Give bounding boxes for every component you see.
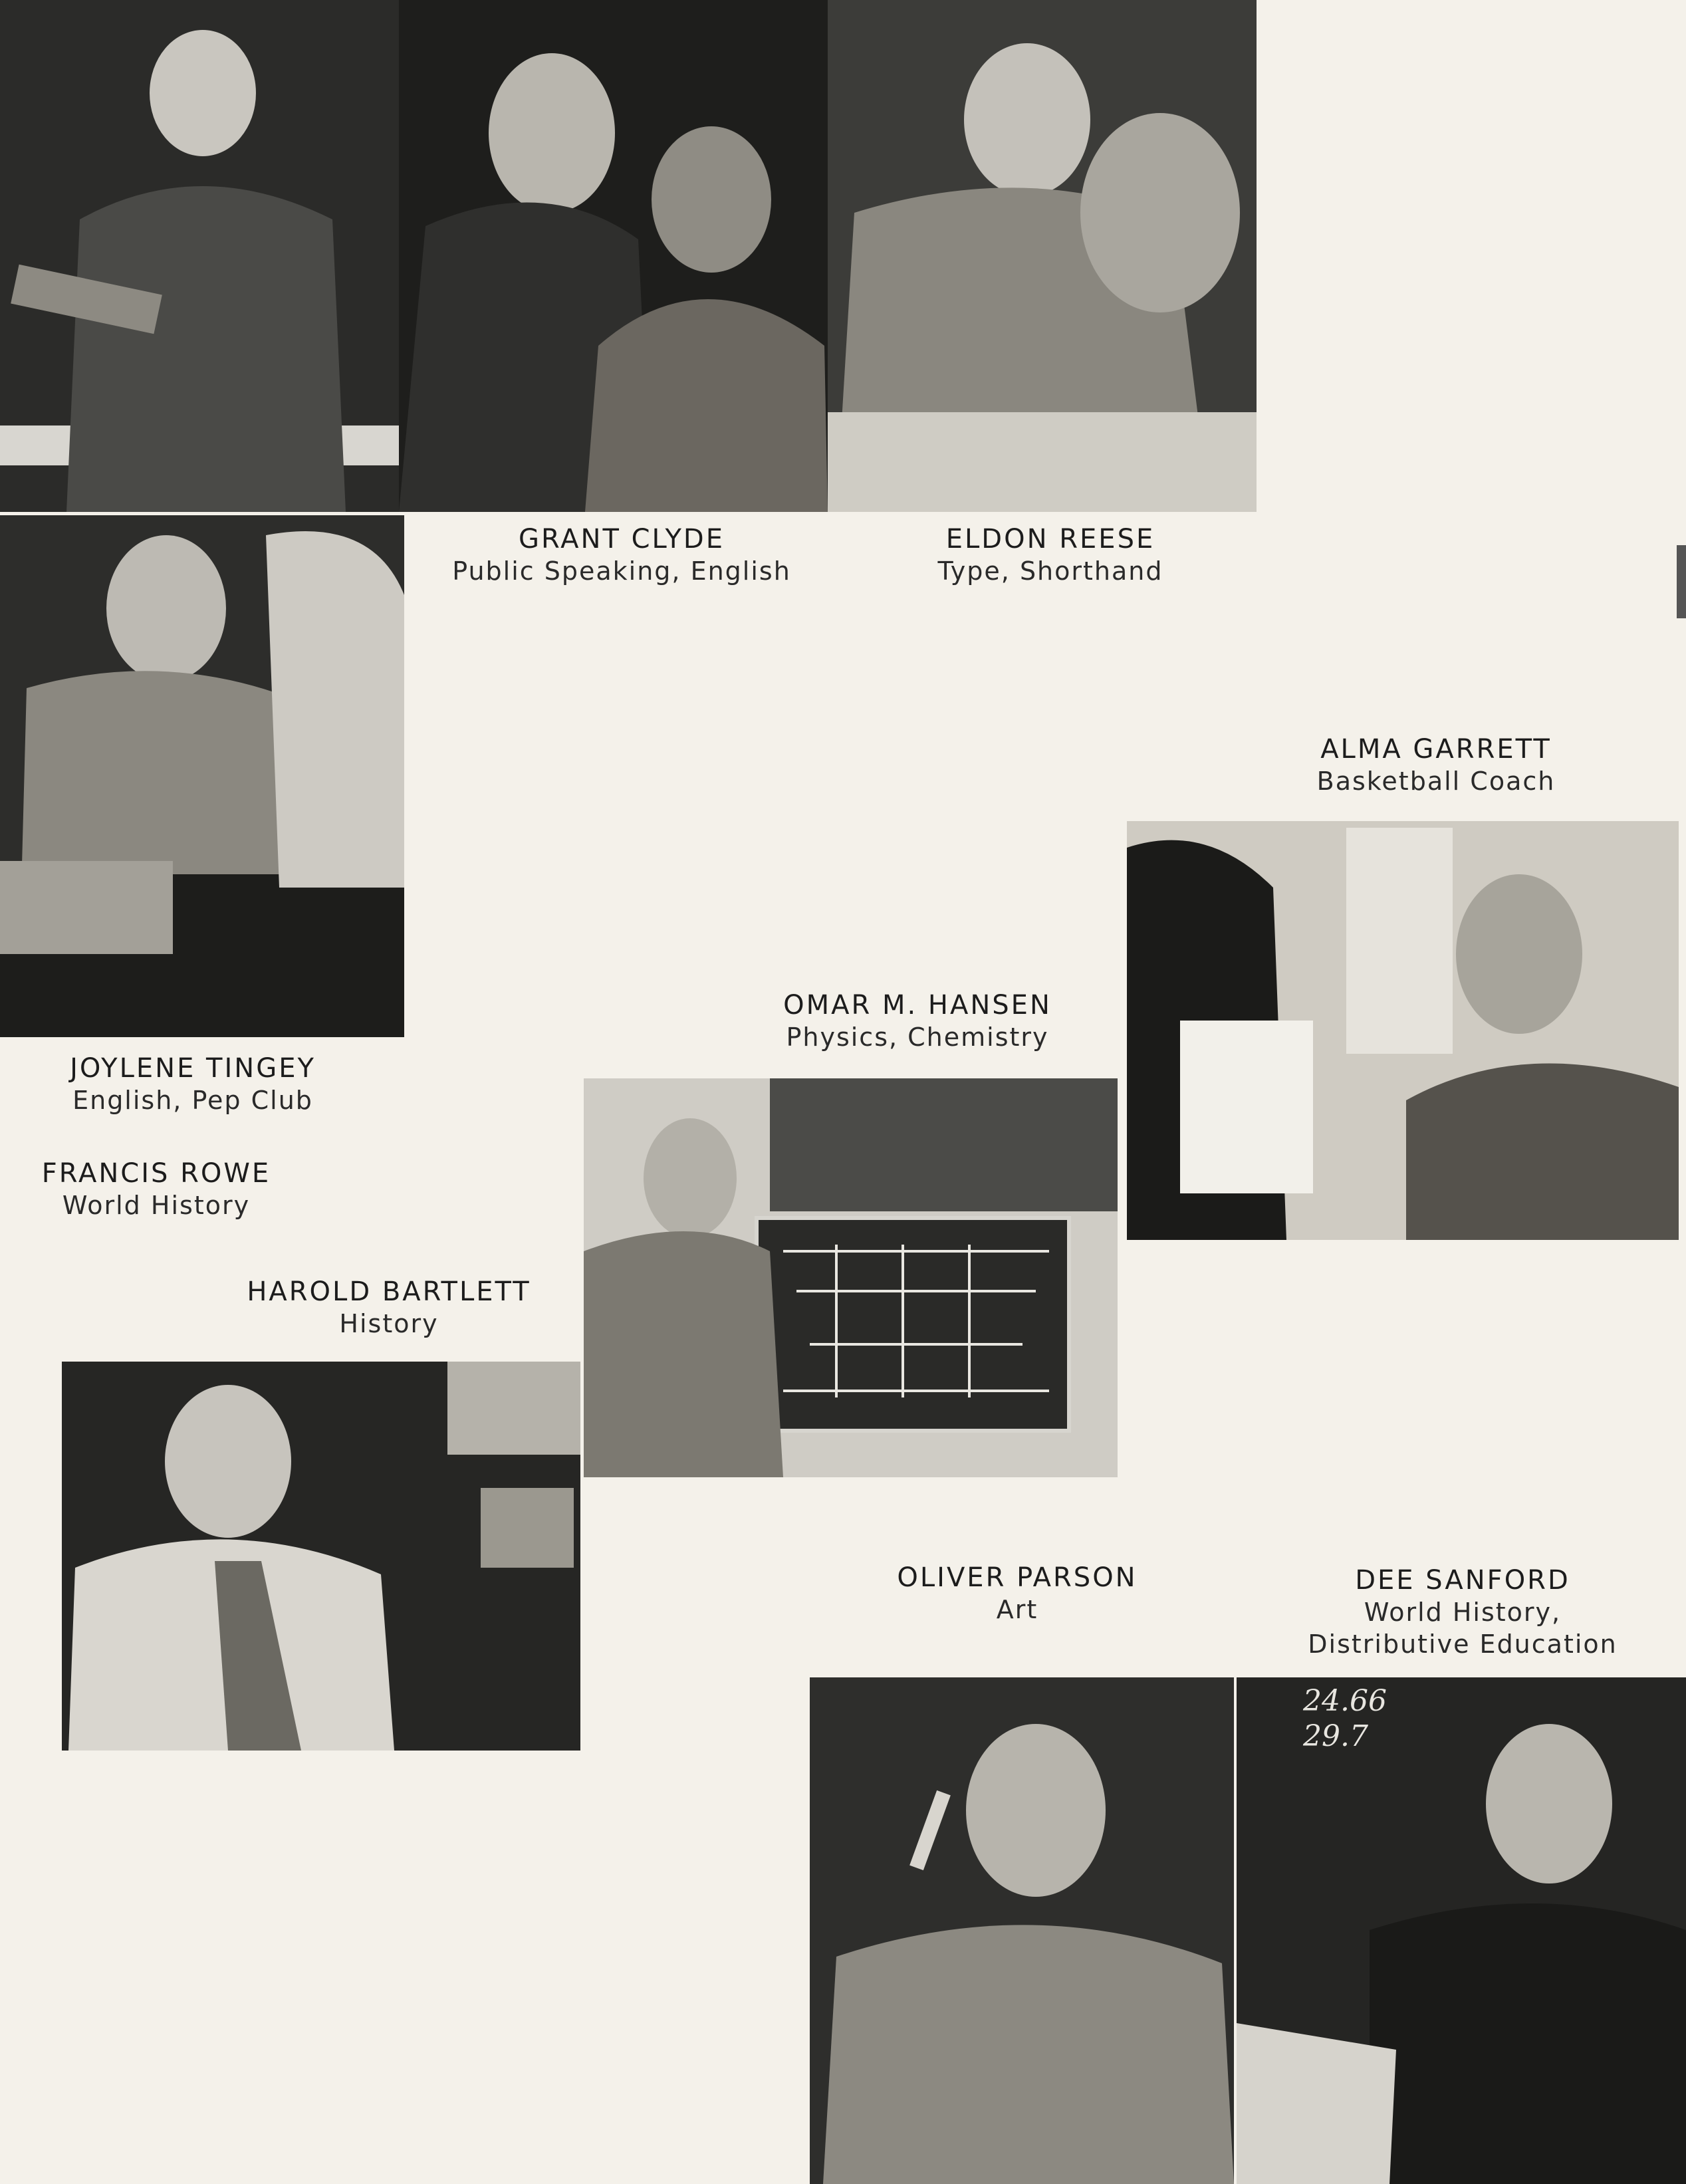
person-subject: Art <box>996 1595 1038 1624</box>
photo-grant-clyde <box>399 0 828 512</box>
caption-dee-sanford <box>1263 1564 1662 1660</box>
caption-eldon-reese <box>828 523 1273 588</box>
person-name: GRANT CLYDE <box>518 524 725 554</box>
chalkboard-writing <box>1303 1684 1387 1755</box>
person-subject: Physics, Chemistry <box>786 1023 1049 1052</box>
person-subject: Public Speaking, English <box>452 556 791 586</box>
photo-harold-bartlett <box>62 1362 580 1751</box>
person-name: ALMA GARRETT <box>1320 734 1552 765</box>
chalkboard-line-2: 29.7 <box>1303 1719 1368 1753</box>
photo-oliver-parson <box>810 1677 1234 2184</box>
photo-francis-rowe <box>0 515 404 1037</box>
person-name: HAROLD BARTLETT <box>247 1276 531 1307</box>
person-name: FRANCIS ROWE <box>41 1158 271 1189</box>
caption-oliver-parson <box>811 1561 1223 1626</box>
caption-omar-hansen <box>718 989 1117 1054</box>
photo-dee-sanford <box>1237 1677 1686 2184</box>
person-subject: Basketball Coach <box>1316 767 1556 796</box>
person-subject: History <box>339 1309 439 1338</box>
photo-alma-garrett <box>1127 821 1679 1240</box>
caption-joylene-tingey <box>27 1052 359 1117</box>
page-edge-mark <box>1677 545 1686 618</box>
person-subject: Type, Shorthand <box>937 556 1163 586</box>
person-subject: Distributive Education <box>1308 1629 1618 1659</box>
person-name: JOYLENE TINGEY <box>70 1053 316 1084</box>
person-name: DEE SANFORD <box>1355 1565 1570 1596</box>
person-name: ELDON REESE <box>945 524 1155 554</box>
caption-alma-garrett <box>1237 733 1635 798</box>
photo-eldon-reese <box>828 0 1257 512</box>
person-subject: World History, <box>1364 1598 1562 1627</box>
caption-harold-bartlett <box>199 1275 578 1340</box>
photo-omar-hansen <box>584 1078 1118 1477</box>
person-name: OMAR M. HANSEN <box>783 990 1052 1021</box>
person-name: OLIVER PARSON <box>897 1562 1138 1593</box>
photo-joylene-tingey <box>0 0 399 512</box>
person-subject: World History <box>62 1191 251 1220</box>
chalkboard-line-1: 24.66 <box>1303 1684 1387 1718</box>
caption-francis-rowe <box>0 1157 312 1222</box>
person-subject: English, Pep Club <box>72 1086 313 1115</box>
caption-grant-clyde <box>399 523 844 588</box>
